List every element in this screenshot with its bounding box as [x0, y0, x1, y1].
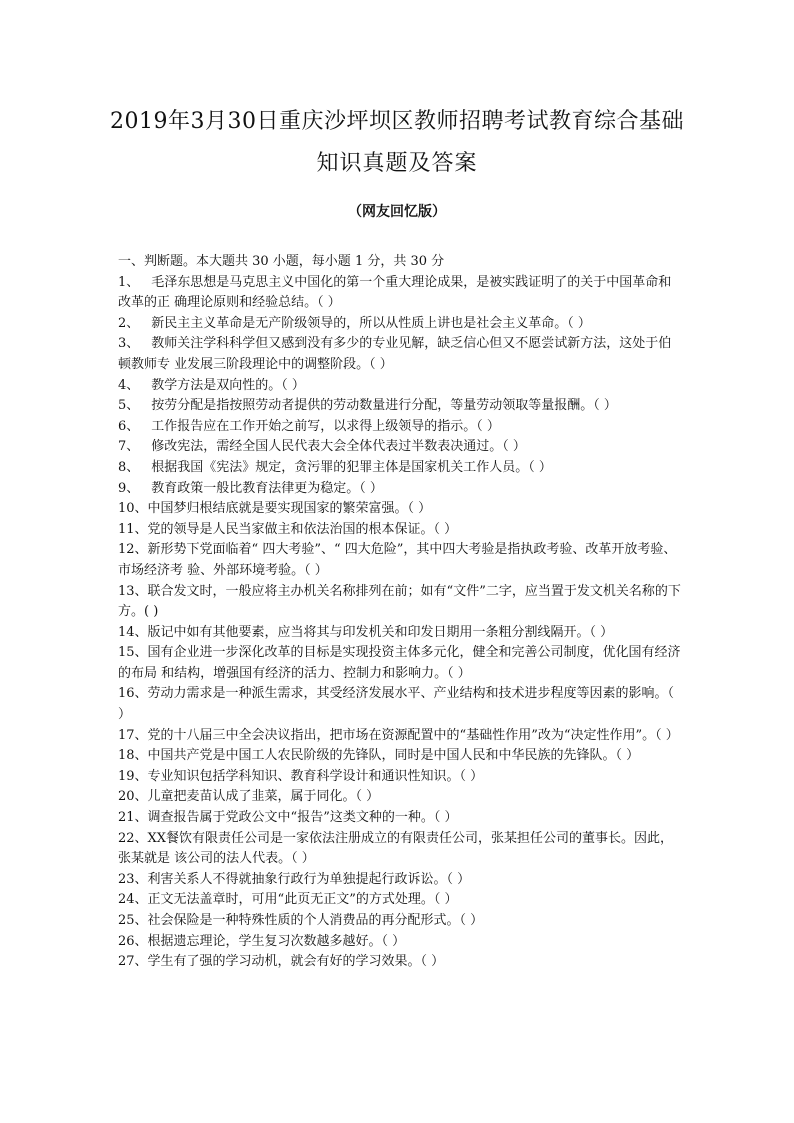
question-item — [118, 829, 684, 870]
question-text: 学生有了强的学习动机，就会有好的学习效果。（ ） — [147, 954, 445, 970]
question-number: 20、 — [118, 789, 148, 805]
section-heading: 一、判断题。本大题共 30 小题，每小题 1 分，共 30 分 — [118, 254, 445, 269]
question-item — [118, 314, 684, 335]
question-text: 社会保险是一种特殊性质的个人消费品的再分配形式。（ ） — [147, 913, 484, 928]
question-item — [118, 808, 684, 829]
question-item — [118, 623, 684, 644]
question-text: 教育政策一般比教育法律更为稳定。（ ） — [151, 480, 383, 496]
document-title-line2: 知识真题及答案 — [316, 151, 478, 176]
question-number: 21、 — [118, 810, 148, 826]
question-text: 根据遗忘理论，学生复习次数越多越好。（ ） — [147, 933, 406, 949]
question-number: 11、 — [118, 521, 148, 537]
question-item — [118, 726, 684, 747]
question-item — [118, 396, 684, 417]
question-number: 4、 — [118, 377, 140, 393]
question-number: 24、 — [118, 892, 148, 908]
questions-container — [118, 273, 684, 973]
question-number: 27、 — [118, 954, 148, 970]
question-number: 1、 — [118, 274, 140, 290]
question-text: 教学方法是双向性的。（ ） — [151, 377, 305, 393]
question-item — [118, 582, 684, 623]
question-number: 22、 — [118, 830, 148, 846]
question-text: 新形势下党面临着“ 四大考验”、“ 四大危险”，其中四大考验是指执政考验、改革开放考验、市场经济考 验、外部环境考验。（ ） — [118, 542, 677, 578]
question-item — [118, 952, 684, 973]
question-item — [118, 376, 684, 397]
question-item — [118, 520, 684, 541]
question-text: 国有企业进一步深化改革的目标是实现投资主体多元化，健全和完善公司制度，优化国有经济的布局 和结构，增强国有经济的活力、控制力和影响力。（ ） — [118, 645, 681, 681]
question-text: 新民主主义革命是无产阶级领导的，所以从性质上讲也是社会主义革命。（ ） — [151, 315, 591, 331]
question-text: 联合发文时，一般应将主办机关名称排列在前；如有“文件”二字，应当置于发文机关名称的下方。( ) — [118, 583, 681, 620]
question-item — [118, 334, 684, 375]
document-subtitle: （网友回忆版） — [348, 204, 446, 220]
question-number: 23、 — [118, 871, 148, 887]
question-number: 10、 — [118, 501, 148, 517]
question-text: 版记中如有其他要素，应当将其与印发机关和印发日期用一条粗分割线隔开。（ ） — [147, 624, 614, 640]
question-number: 6、 — [118, 418, 140, 434]
question-item — [118, 417, 684, 438]
question-number: 17、 — [118, 727, 148, 743]
question-number: 16、 — [118, 686, 148, 702]
question-text: 工作报告应在工作开始之前写，以求得上级领导的指示。（ ） — [151, 418, 500, 434]
question-text: 中国共产党是中国工人农民阶级的先锋队，同时是中国人民和中华民族的先锋队。（ ） — [147, 748, 640, 764]
question-text: 中国梦归根结底就是要实现国家的繁荣富强。（ ） — [147, 501, 432, 517]
question-item — [118, 458, 684, 479]
document-title-line1: 2019年3月30日重庆沙坪坝区教师招聘考试教育综合基础 — [110, 109, 684, 134]
question-item — [118, 437, 684, 458]
question-item — [118, 746, 684, 767]
question-number: 19、 — [118, 768, 148, 784]
question-text: 利害关系人不得就抽象行政行为单独提起行政诉讼。（ ） — [147, 871, 471, 887]
question-number: 14、 — [118, 624, 148, 640]
question-text: 调查报告属于党政公文中“报告”这类文种的一种。（ ） — [147, 810, 458, 826]
question-number: 3、 — [118, 336, 140, 352]
question-item — [118, 499, 684, 520]
question-text: 党的十八届三中全会决议指出，把市场在资源配置中的“基础性作用”改为“决定性作用”。（ ） — [147, 727, 679, 743]
question-text: XX餐饮有限责任公司是一家依法注册成立的有限责任公司，张某担任公司的董事长。因此，张某就是 该公司的法人代表。（ ） — [118, 830, 674, 867]
question-item — [118, 540, 684, 581]
question-text: 教师关注学科科学但又感到没有多少的专业见解，缺乏信心但又不愿尝试新方法，这处于伯顿教师专 业发展三阶段理论中的调整阶段。（ ） — [118, 336, 672, 372]
question-text: 根据我国《宪法》规定，贪污罪的犯罪主体是国家机关工作人员。（ ） — [151, 459, 552, 475]
question-item — [118, 767, 684, 788]
question-text: 修改宪法，需经全国人民代表大会全体代表过半数表决通过。（ ） — [151, 439, 526, 455]
question-text: 按劳分配是指按照劳动者提供的劳动数量进行分配，等量劳动领取等量报酬。（ ） — [151, 398, 617, 414]
question-item — [118, 890, 684, 911]
question-item — [118, 273, 684, 314]
question-number: 25、 — [118, 913, 148, 928]
question-item — [118, 479, 684, 500]
question-list — [118, 252, 684, 973]
question-number: 18、 — [118, 748, 148, 764]
question-number: 9、 — [118, 480, 140, 496]
question-number: 5、 — [118, 398, 140, 414]
question-item — [118, 870, 684, 891]
question-text: 儿童把麦苗认成了韭菜，属于同化。（ ） — [147, 789, 380, 805]
question-item — [118, 932, 684, 953]
question-number: 7、 — [118, 439, 140, 455]
question-text: 正文无法盖章时，可用“此页无正文”的方式处理。（ ） — [147, 892, 458, 908]
question-number: 15、 — [118, 645, 148, 661]
question-text: 劳动力需求是一种派生需求，其受经济发展水平、产业结构和技术进步程度等因素的影响。（ ） — [118, 686, 675, 723]
question-item — [118, 787, 684, 808]
question-number: 8、 — [118, 459, 140, 475]
question-item — [118, 911, 684, 932]
question-text: 毛泽东思想是马克思主义中国化的第一个重大理论成果，是被实践证明了的关于中国革命和改革的正 确理论原则和经验总结。（ ） — [118, 274, 672, 311]
question-item — [118, 643, 684, 684]
question-text: 党的领导是人民当家做主和依法治国的根本保证。（ ） — [147, 521, 458, 537]
question-number: 12、 — [118, 542, 148, 558]
question-number: 26、 — [118, 933, 148, 949]
question-number: 13、 — [118, 583, 148, 599]
question-number: 2、 — [118, 315, 140, 331]
question-item — [118, 684, 684, 725]
question-text: 专业知识包括学科知识、教育科学设计和通识性知识。（ ） — [147, 768, 484, 784]
